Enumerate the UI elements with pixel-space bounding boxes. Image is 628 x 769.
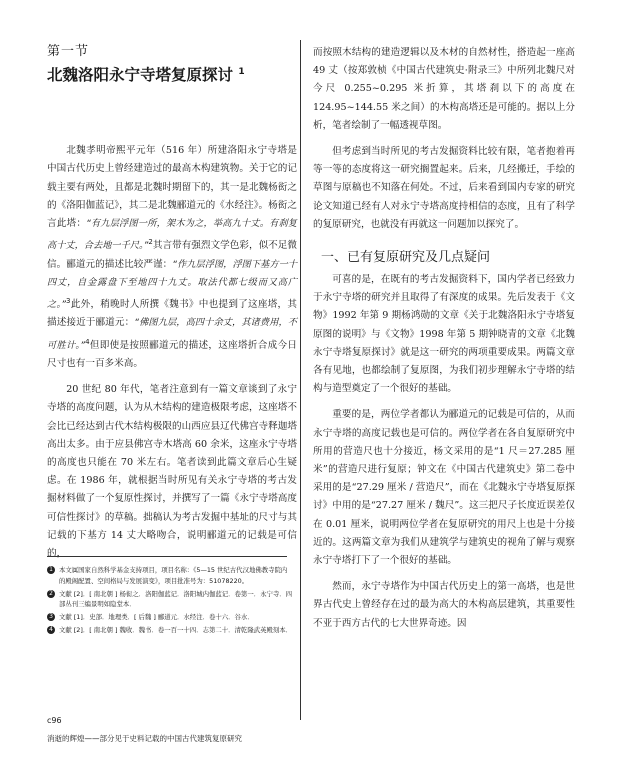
running-title: 消逝的辉煌——部分见于史料记载的中国古代建筑复原研究: [47, 734, 242, 743]
paragraph-4: 但考虑到当时所见的考古发掘资料比较有限，笔者抱着再等一等的态度将这一研究搁置起来。后来，几经搬迁，手绘的草图与原稿也不知落在何处。不过，后来看到国内专家的研究论文知道已经有人对永宁寺塔高度持相信的态度，且有了科学的复原研究，也就没有再就这一问题加以探究了。: [313, 146, 575, 230]
quote-1: “有九层浮图一所，架木为之，举高九十丈。有刹复高十丈，合去地一千尺。”: [47, 217, 297, 252]
footnote-number: 1: [47, 566, 55, 574]
footnote-item: [47, 625, 293, 636]
footnote-ref[interactable]: 2: [148, 238, 153, 247]
footnote-text: 文献 [1]．史部．地理类．[ 后魏 ] 郦道元．水经注．卷十六．谷水．: [59, 613, 254, 622]
footnote-text: 文献 [2]．[ 南北朝 ] 魏收．魏书．卷一百一十四．志第二十．清乾隆武英殿刻本．: [59, 625, 293, 634]
title-text: 北魏洛阳永宁寺塔复原探讨: [47, 66, 234, 85]
left-column: [47, 40, 297, 563]
paragraph-2: 20 世纪 80 年代，笔者注意到有一篇文章谈到了永宁寺塔的高度问题，认为从木结构的建造极限考虑，这座塔不会比已经达到古代木结构极限的山西应县辽代佛宫寺释迦塔高出太多。由于应县佛宫寺木塔高 60 余米，这座永宁寺塔的高度也只能在 70 米左右。笔者读到此篇文章后心生疑虑。在 1986 年，就根据当时所见有关永宁寺塔的考古发掘材料做了一个复原性探讨，并撰写了一篇《永宁寺塔高度可信性探讨》的草稿。拙稿认为考古发掘中基址的尺寸与其记载的下基方 14 丈大略吻合，说明郦道元的记载是可信的，: [47, 384, 297, 559]
column-divider: [300, 40, 301, 720]
paragraph-5: 可喜的是，在既有的考古发掘资料下，国内学者已经致力于永宁寺塔的研究并且取得了有深度的成果。先后发表于《文物》1992 年第 9 期杨鸿勋的文章《关于北魏洛阳永宁寺塔复原图的说明》与《文物》1998 年第 5 期钟晓青的文章《北魏永宁寺塔复原探讨》就是这一研究的两项重要成果。两篇文章各有见地，也都绘制了复原图，为我们初步理解永宁寺塔的结构与造型奠定了一个很好的基础。: [313, 274, 575, 395]
footnote-rule: [47, 556, 287, 557]
spacer: [47, 86, 297, 142]
title-footnote-ref[interactable]: 1: [238, 67, 245, 77]
text-run: 北魏孝明帝熙平元年（516 年）所建洛阳永宁寺塔是中国古代历史上曾经建造过的最高木构建筑物。关于它的记载主要有两处，且都是北魏时期留下的，其一是北魏杨衒之的《洛阳伽蓝记》，其二是北魏郦道元的《水经注》。杨衒之言此塔：: [47, 145, 297, 229]
footnote-number: 3: [47, 613, 55, 621]
text-run: 此外，稍晚时人所撰《魏书》中也提到了这座塔，其描述接近于郦道元：: [47, 299, 297, 329]
footnote-item: [47, 589, 293, 611]
footnote-number: 2: [47, 590, 55, 598]
text-run: 其言带有强烈文学色彩，似不足微信。郦道元的描述比较严谨：: [47, 240, 297, 270]
quote-2: “作九层浮图，浮图下基方一十四丈，自金露盘下至地四十九丈。取法代都七级而又高广之。”: [47, 258, 298, 311]
quote-3: “佛图九层，高四十余丈，其诸费用，不可胜计。”: [47, 317, 297, 351]
page-title: [47, 61, 297, 86]
footnote-ref[interactable]: 3: [66, 296, 71, 305]
footnote-item: [47, 565, 293, 587]
paragraph-6: 重要的是，两位学者都认为郦道元的记载是可信的，从而永宁寺塔的高度记载也是可信的。两位学者在各自复原研究中所用的营造尺也十分接近，杨文采用的是“1 尺＝27.285 厘米”的营造尺进行复原；钟文在《中国古代建筑史》第二卷中采用的是“27.29 厘米 / 营造尺”，而在《北魏永宁寺塔复原探讨》中用的是“27.27 厘米 / 魏尺”。这三把尺子长度近误差仅在 0.01 厘米，说明两位学者在复原研究的用尺上也是十分接近的。这两篇文章为我们从建筑学与建筑史的视角了解与观察永宁寺塔打下了一个很好的基础。: [313, 409, 575, 567]
right-column: [313, 44, 575, 633]
footnote-text: 本文属国家自然科学基金支持项目，项目名称：《5—15 世纪古代汉地佛教寺院内的殿阁配置、空间格局与发展演变》，项目批准号为：51078220。: [59, 566, 288, 585]
footnote-item: [47, 612, 293, 623]
text-run: 但即使是按照郦道元的描述，这座塔折合成今日尺寸也有一百多米高。: [47, 339, 297, 369]
footnotes: [47, 565, 293, 638]
paragraph-3: 而按照木结构的建造逻辑以及木材的自然材性，搭造起一座高 49 丈（按郑敦桢《中国古代建筑史·附录三》中所列北魏尺对今尺 0.255~0.295 米折算，其塔刹以下的高度在 124.95~144.55 米之间）的木构高塔还是可能的。据以上分析，笔者绘制了一幅透视草图。: [313, 47, 575, 131]
footnote-ref[interactable]: 4: [85, 337, 90, 346]
section-label: 第一节: [47, 44, 90, 59]
footnote-text: 文献 [2]．[ 南北朝 ] 杨衒之．洛阳伽蓝记．洛阳城内伽蓝记．卷第一．永宁寺．四部丛刊三编景明如隐堂本．: [59, 589, 293, 609]
footnote-number: 4: [47, 626, 55, 634]
section-heading: 一、已有复原研究及几点疑问: [321, 250, 491, 266]
paragraph-7: 然而，永宁寺塔作为中国古代历史上的第一高塔，也是世界古代史上曾经存在过的最为高大的木构高层建筑，其重要性不亚于西方古代的七大世界奇迹。因: [313, 581, 575, 629]
page-number: c96: [47, 716, 62, 725]
paragraph-1: [47, 142, 297, 373]
